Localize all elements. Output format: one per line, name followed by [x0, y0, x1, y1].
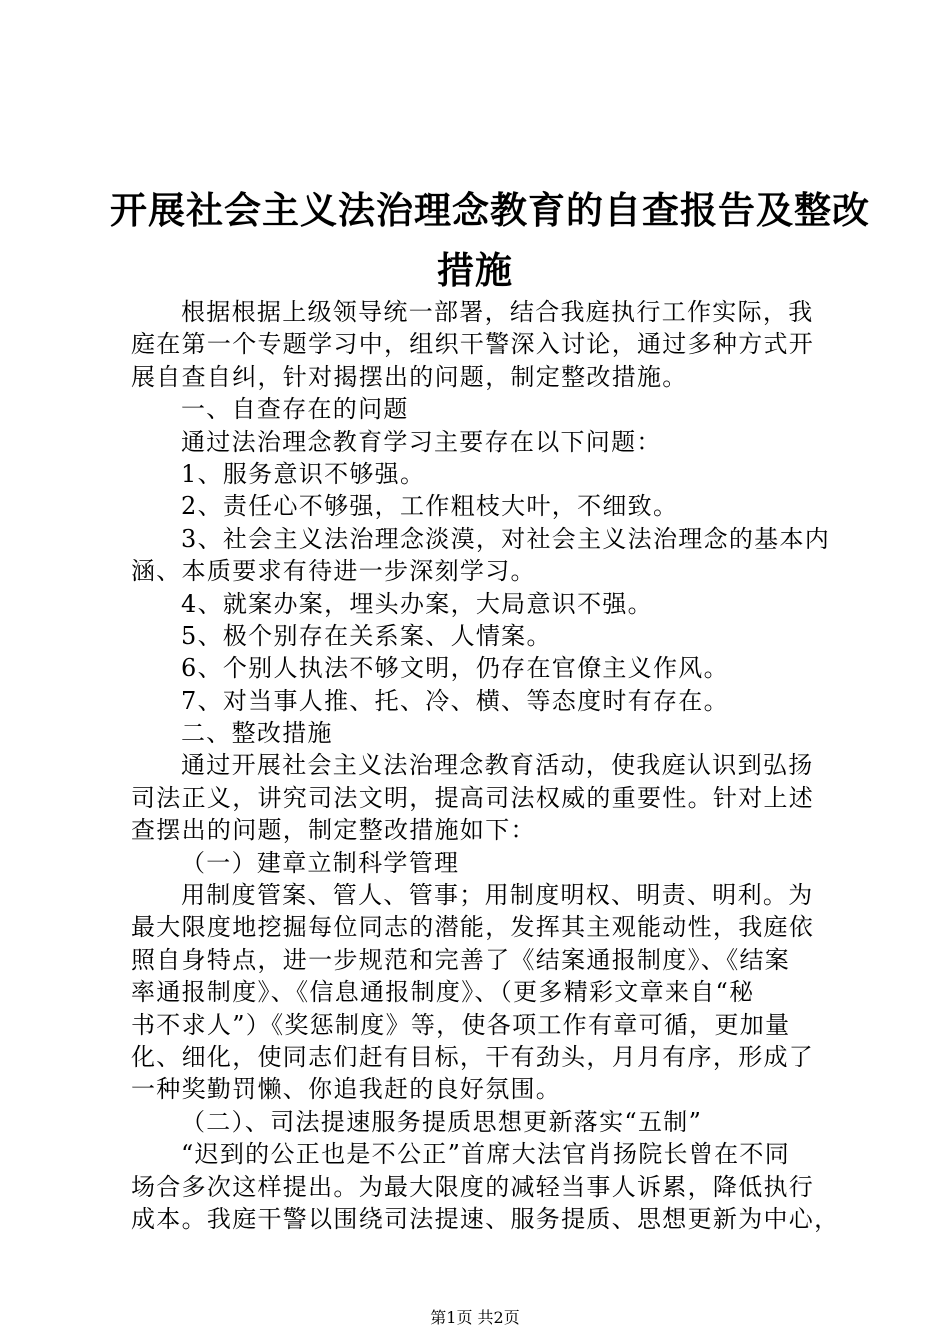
- paragraph-line: “迟到的公正也是不公正”首席大法官肖扬院长曾在不同: [181, 1140, 791, 1169]
- paragraph-line: 通过开展社会主义法治理念教育活动，使我庭认识到弘扬: [181, 751, 814, 780]
- list-item-continuation: 涵、本质要求有待进一步深刻学习。: [131, 557, 536, 586]
- paragraph-line: 庭在第一个专题学习中，组织干警深入讨论，通过多种方式开: [131, 330, 815, 359]
- page-number-footer: 第1页 共2页: [430, 1308, 520, 1327]
- section-heading: 一、自查存在的问题: [181, 395, 409, 424]
- paragraph-line: 查摆出的问题，制定整改措施如下：: [131, 816, 536, 845]
- document-body: [131, 296, 840, 1235]
- paragraph-line: 司法正义，讲究司法文明，提高司法权威的重要性。针对上述: [131, 783, 815, 812]
- paragraph-line: 场合多次这样提出。为最大限度的减轻当事人诉累，降低执行: [131, 1172, 815, 1201]
- paragraph-line: 化、细化，使同志们赶有目标，干有劲头，月月有序，形成了: [131, 1042, 815, 1071]
- paragraph-line: 率通报制度》、《信息通报制度》、（更多精彩文章来自“秘: [131, 978, 755, 1007]
- paragraph-line: 用制度管案、管人、管事；用制度明权、明责、明利。为: [181, 881, 814, 910]
- document-title-line-2: 措施: [437, 248, 513, 292]
- list-item: 6、个别人执法不够文明，仍存在官僚主义作风。: [181, 654, 729, 683]
- section-heading: 二、整改措施: [181, 719, 333, 748]
- list-item: 1、服务意识不够强。: [181, 459, 426, 488]
- subsection-heading: （二）、司法提速服务提质思想更新落实“五制”: [181, 1107, 703, 1136]
- paragraph-line: 书不求人”）《奖惩制度》等，使各项工作有章可循，更加量: [131, 1010, 791, 1039]
- paragraph-line: 照自身特点，进一步规范和完善了《结案通报制度》、《结案: [131, 945, 791, 974]
- list-item: 4、就案办案，埋头办案，大局意识不强。: [181, 589, 653, 618]
- document-title-line-1: 开展社会主义法治理念教育的自查报告及整改: [110, 188, 870, 232]
- list-item: 7、对当事人推、托、冷、横、等态度时有存在。: [181, 686, 729, 715]
- paragraph-line: 展自查自纠，针对揭摆出的问题，制定整改措施。: [131, 362, 688, 391]
- subsection-heading: （一）建章立制科学管理: [181, 848, 460, 877]
- paragraph-line: 根据根据上级领导统一部署，结合我庭执行工作实际，我: [181, 298, 814, 326]
- list-item: 2、责任心不够强，工作粗枝大叶，不细致。: [181, 492, 679, 521]
- paragraph-line: 通过法治理念教育学习主要存在以下问题：: [181, 427, 662, 456]
- list-item: 3、社会主义法治理念淡漠，对社会主义法治理念的基本内: [181, 524, 831, 553]
- list-item: 5、极个别存在关系案、人情案。: [181, 621, 552, 650]
- paragraph-line: 成本。我庭干警以围绕司法提速、服务提质、思想更新为中心，: [131, 1204, 840, 1233]
- paragraph-line: 最大限度地挖掘每位同志的潜能，发挥其主观能动性，我庭依: [131, 913, 815, 942]
- paragraph-line: 一种奖勤罚懒、你追我赶的良好氛围。: [131, 1075, 562, 1104]
